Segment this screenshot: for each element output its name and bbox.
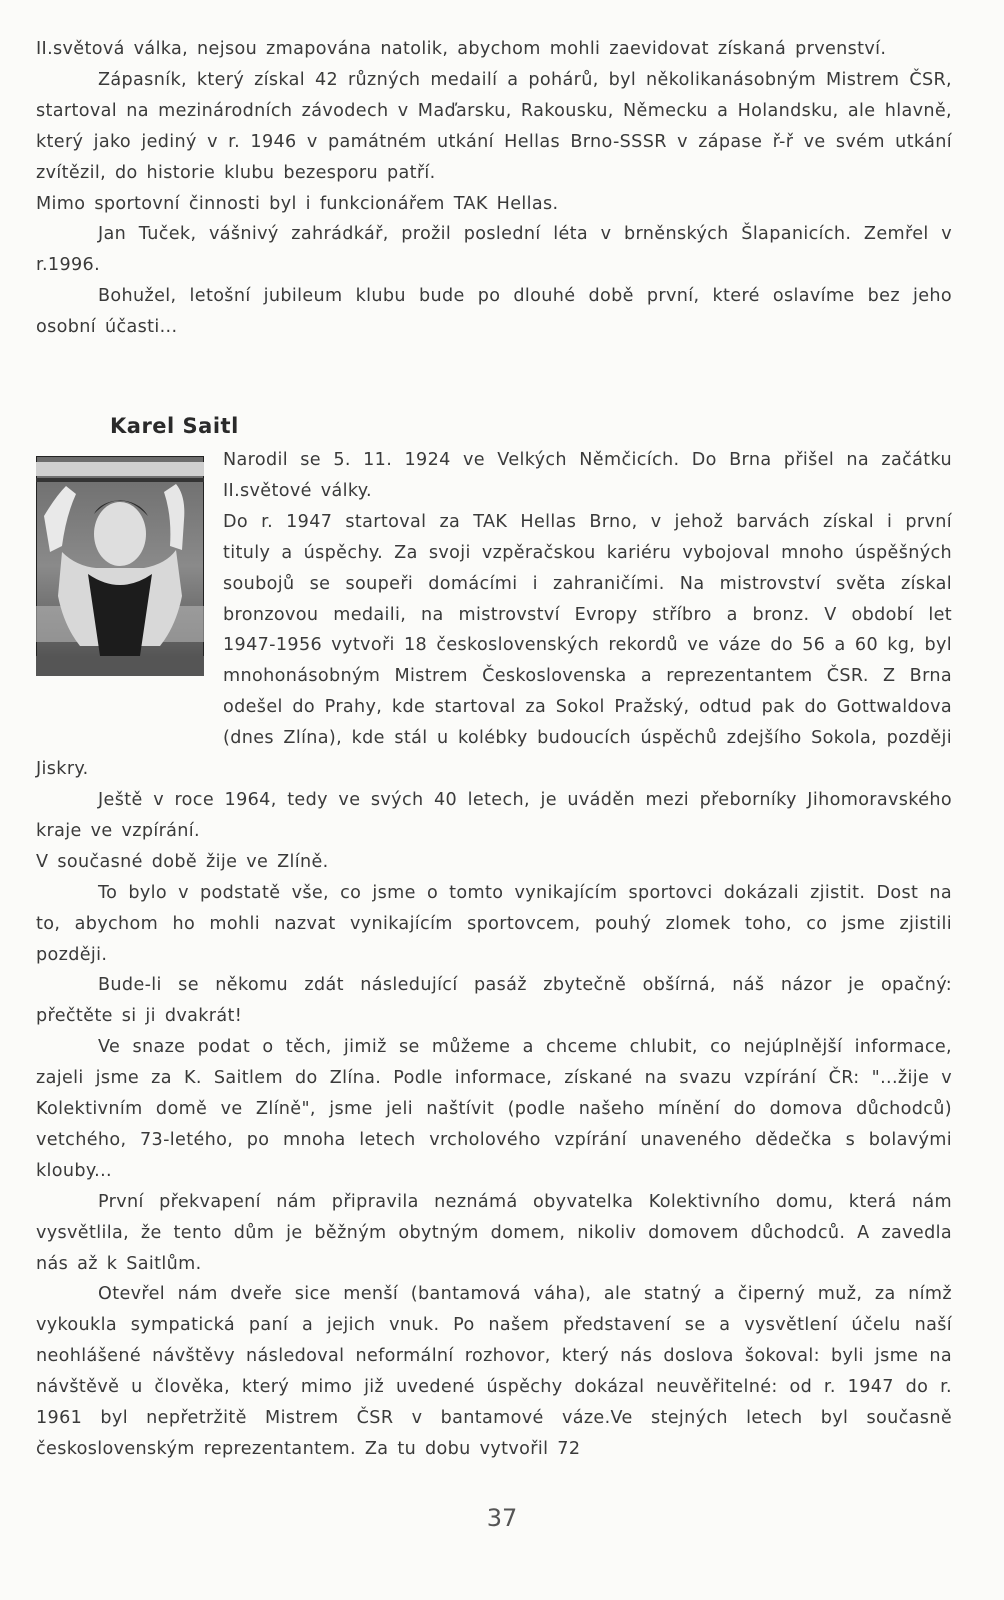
paragraph: Narodil se 5. 11. 1924 ve Velkých Němčicích. Do Brna přišel na začátku II.světové války. [223, 450, 952, 501]
paragraph: Otevřel nám dveře sice menší (bantamová váha), ale statný a čiperný muž, za nímž vykoukla sympatická paní a jejich vnuk. Po našem představení se a vysvětlení účelu naší neohlášené návštěvy následoval neformální rozhovor, který nás doslova šokoval: byli jsme na návštěvě u člověka, který mimo již uvedené úspěchy dokázal neuvěřitelné: od r. 1947 do r. 1961 byl nepřetržitě Mistrem ČSR v bantamové váze.Ve stejných letech byl současně československým reprezentantem. Za tu dobu vytvořil 72 [36, 1284, 952, 1459]
paragraph: Ještě v roce 1964, tedy ve svých 40 letech, je uváděn mezi přeborníky Jihomoravského kraje ve vzpírání. [36, 789, 952, 841]
paragraph: V současné době žije ve Zlíně. [36, 851, 329, 872]
paragraph: Ve snaze podat o těch, jimiž se můžeme a chceme chlubit, co nejúplnější informace, zajeli jsme za K. Saitlem do Zlína. Podle informace, získané na svazu vzpírání ČR: "...žije v Kolektivním domě ve Zlíně", jsme jeli naštívit (podle našeho mínění do domova důchodců) vetchého, 73-letého, po mnoha letech vrcholového vzpírání unaveného dědečka s bolavými klouby... [36, 1037, 952, 1181]
paragraph: To bylo v podstatě vše, co jsme o tomto vynikajícím sportovci dokázali zjistit. Dost na to, abychom ho mohli nazvat vynikajícím sportovcem, pouhý zlomek toho, co jsme zjistili později. [36, 882, 952, 965]
page-number: 37 [486, 1504, 518, 1532]
paragraph: Bohužel, letošní jubileum klubu bude po dlouhé době první, které oslavíme bez jeho osobní účasti... [36, 286, 952, 338]
paragraph: Bude-li se někomu zdát následující pasáž zbytečně obšírná, náš názor je opačný: přečtěte si ji dvakrát! [36, 975, 952, 1027]
paragraph: II.světová válka, nejsou zmapována natolik, abychom mohli zaevidovat získaná prvenství. [36, 39, 887, 59]
paragraph: Jan Tuček, vášnivý zahrádkář, prožil poslední léta v brněnských Šlapanicích. Zemřel v r.1996. [36, 224, 952, 276]
top-text-block [36, 34, 952, 343]
section-heading: Karel Saitl [110, 414, 239, 438]
saitl-text-block [36, 445, 952, 1465]
photo-spacer [36, 445, 223, 725]
paragraph: Do r. 1947 startoval za TAK Hellas Brno, v jehož barvách získal i první tituly a úspěchy. Za svoji vzpěračskou kariéru vybojoval mnoho úspěšných soubojů se soupeři domácími i zahraničími. Na mistrovství světa získal bronzovou medaili, na mistrovství Evropy stříbro a bronz. V období let 1947-1956 vytvoři 18 československých rekordů ve váze do 56 a 60 kg, byl mnohonásobným Mistrem Československa a reprezentantem ČSR. Z Brna odešel do Prahy, kde startoval za Sokol Pražský, odtud pak do Gottwaldova (dnes Zlína), kde stál u kolébky budoucích úspěchů zdejšího Sokola, později Jiskry. [36, 511, 952, 780]
paragraph: Zápasník, který získal 42 různých medailí a pohárů, byl několikanásobným Mistrem ČSR, startoval na mezinárodních závodech v Maďarsku, Rakousku, Německu a Holandsku, ale hlavně, který jako jediný v r. 1946 v památném utkání Hellas Brno-SSSR v zápase ř-ř ve svém utkání zvítězil, do historie klubu bezesporu patří. [36, 69, 952, 183]
paragraph: Mimo sportovní činnosti byl i funkcionářem TAK Hellas. [36, 193, 559, 214]
paragraph: První překvapení nám připravila neznámá obyvatelka Kolektivního domu, která nám vysvětlila, že tento dům je běžným obytným domem, nikoliv domovem důchodců. A zavedla nás až k Saitlům. [36, 1191, 952, 1274]
